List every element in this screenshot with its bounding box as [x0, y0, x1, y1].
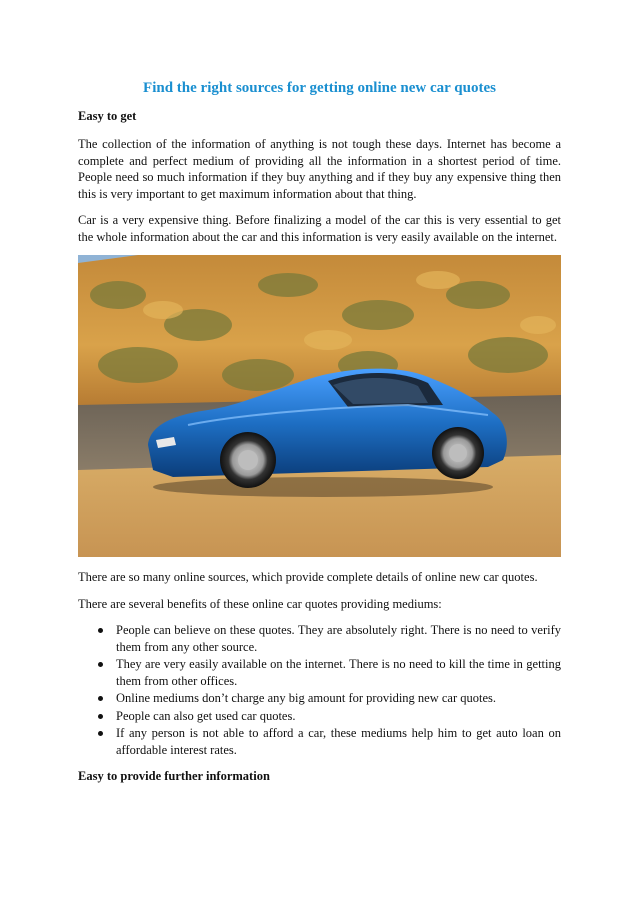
- document-content: [78, 78, 561, 796]
- paragraph: There are several benefits of these online car quotes providing mediums:: [78, 596, 442, 611]
- list-item: People can believe on these quotes. They are absolutely right. There is no need to verify them from any other source.: [78, 622, 561, 655]
- paragraph: Car is a very expensive thing. Before finalizing a model of the car this is very essential to get the whole information about the car and this information is very easily available on the internet.: [78, 213, 561, 244]
- benefits-list: [78, 622, 561, 758]
- list-item: If any person is not able to afford a car, these mediums help him to get auto loan on affordable interest rates.: [78, 725, 561, 758]
- bullet-icon: [98, 662, 103, 667]
- page-title: Find the right sources for getting online new car quotes: [143, 80, 496, 96]
- blue-sports-car-photo: [78, 255, 561, 557]
- bullet-icon: [98, 628, 103, 633]
- list-item: They are very easily available on the internet. There is no need to kill the time in getting them from other offices.: [78, 656, 561, 689]
- list-item: People can also get used car quotes.: [78, 708, 561, 725]
- paragraph: The collection of the information of anything is not tough these days. Internet has become a complete and perfect medium of providing all the information in a shortest period of time. People need so much information if they buy anything and if they buy any expensive thing then this is very important to get maximum information about that thing.: [78, 137, 561, 201]
- bullet-icon: [98, 731, 103, 736]
- list-item: Online mediums don’t charge any big amount for providing new car quotes.: [78, 690, 561, 707]
- bullet-icon: [98, 696, 103, 701]
- section-heading-easy-to-get: Easy to get: [78, 109, 137, 123]
- paragraph: There are so many online sources, which provide complete details of online new car quotes.: [78, 570, 538, 584]
- section-heading-further-information: Easy to provide further information: [78, 769, 270, 783]
- bullet-icon: [98, 714, 103, 719]
